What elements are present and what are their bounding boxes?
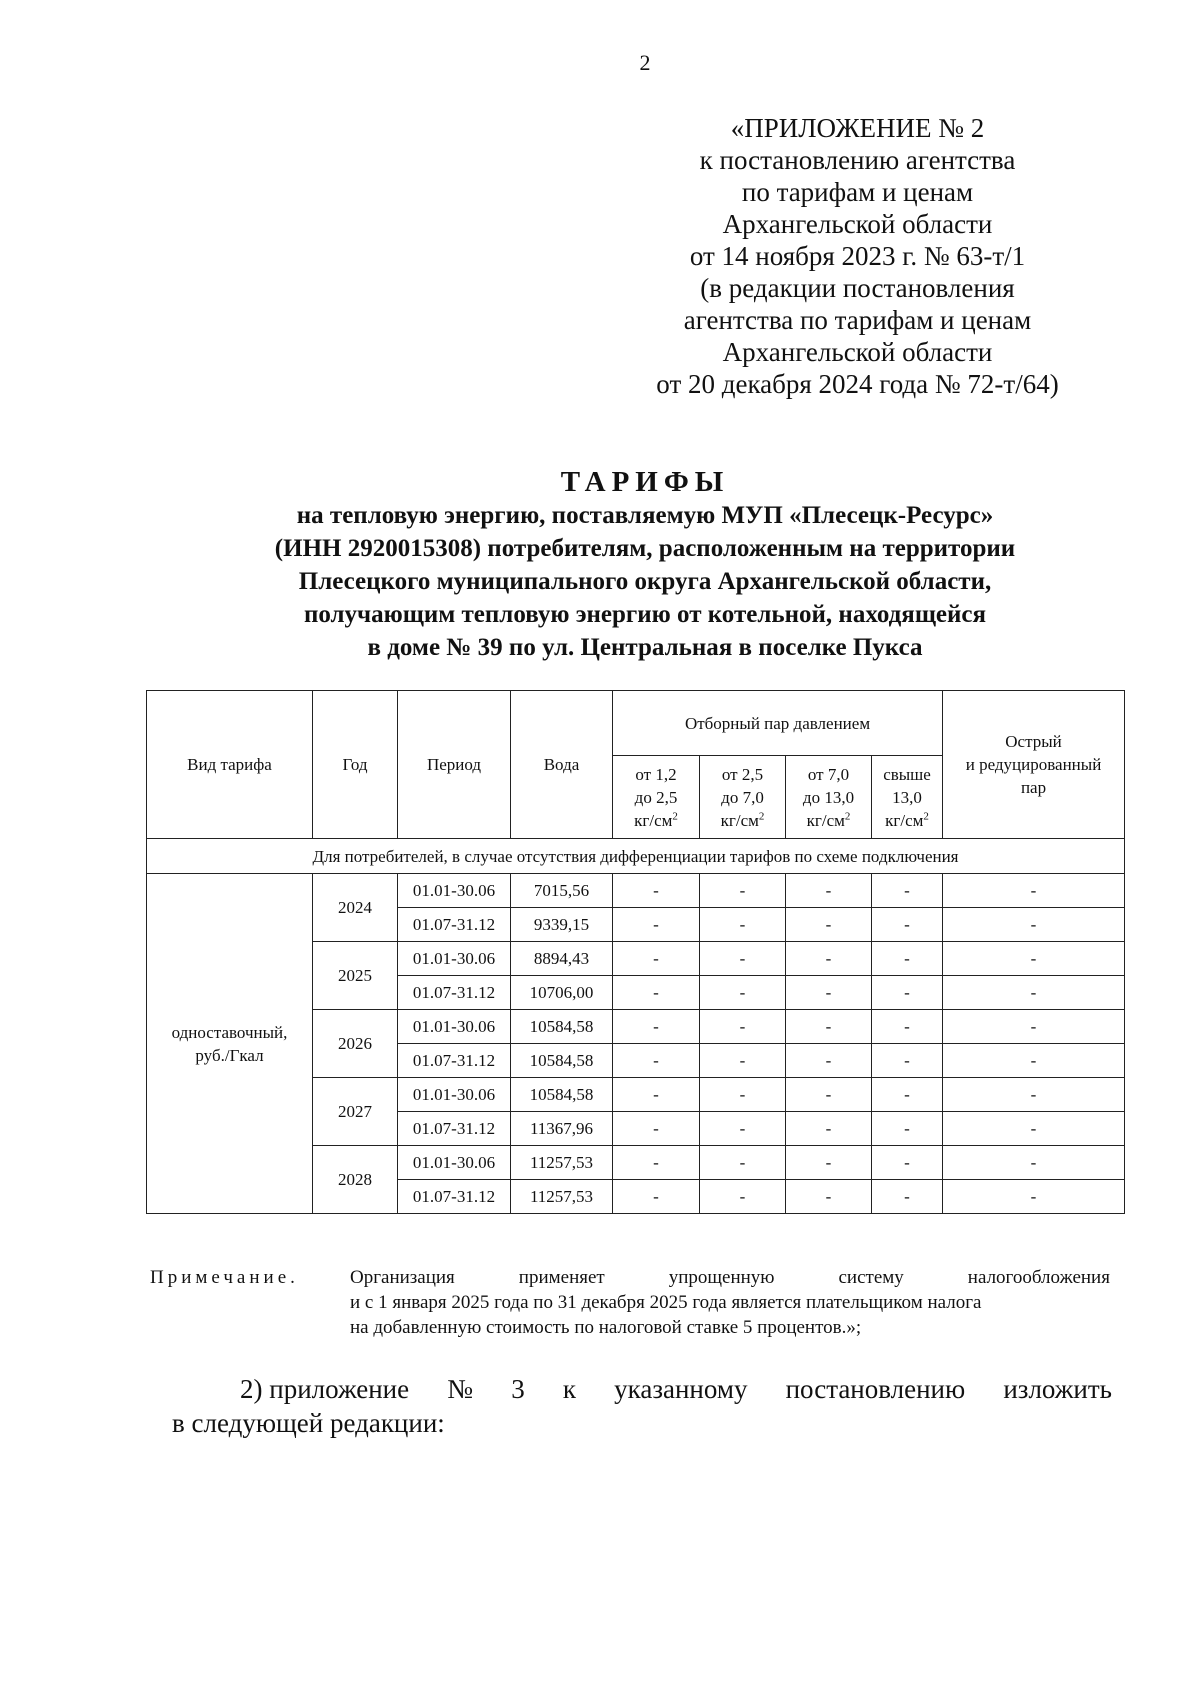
document-title (140, 465, 1150, 664)
note-label: Примечание. (150, 1267, 299, 1288)
unit-exponent: 2 (758, 809, 765, 822)
dash-cell: - (872, 976, 943, 1010)
paragraph-word: 2) приложение (240, 1374, 410, 1404)
dash-cell: - (786, 908, 872, 942)
dash-cell: - (786, 976, 872, 1010)
title-subtitle (140, 499, 1150, 664)
header-steam-line: до 2,5 (634, 787, 678, 807)
appendix-header (620, 112, 1095, 400)
title-line: получающим тепловую энергию от котельной, находящейся (303, 601, 987, 628)
appendix-line: Архангельской области (722, 337, 993, 367)
dash-cell: - (700, 1078, 786, 1112)
dash-cell: - (786, 1078, 872, 1112)
dash-cell: - (872, 1112, 943, 1146)
paragraph-word: изложить (1003, 1374, 1112, 1404)
dash-cell: - (943, 942, 1125, 976)
header-sharp-line: и редуцированный (965, 755, 1102, 774)
water-cell: 11367,96 (511, 1112, 613, 1146)
tariff-unit: руб./Гкал (195, 1045, 264, 1065)
body-paragraph (172, 1372, 1112, 1440)
note-text (350, 1265, 1110, 1340)
header-sharp-line: пар (1020, 778, 1047, 797)
header-water: Вода (511, 691, 613, 839)
period-cell: 01.01-30.06 (398, 1010, 511, 1044)
dash-cell: - (943, 1180, 1125, 1214)
header-steam-unit (786, 809, 871, 832)
dash-cell: - (943, 1146, 1125, 1180)
dash-cell: - (943, 908, 1125, 942)
dash-cell: - (700, 1180, 786, 1214)
year-cell: 2027 (313, 1078, 398, 1146)
appendix-line: Архангельской области (722, 209, 993, 239)
header-steam-unit (872, 809, 942, 832)
tariff-label: одноставочный, (171, 1022, 288, 1042)
paragraph-line: в следующей редакции: (172, 1408, 445, 1438)
dash-cell: - (943, 1044, 1125, 1078)
water-cell: 9339,15 (511, 908, 613, 942)
dash-cell: - (872, 908, 943, 942)
appendix-line: от 20 декабря 2024 года № 72-т/64) (656, 369, 1059, 399)
note-word: систему (838, 1267, 904, 1288)
water-cell: 11257,53 (511, 1180, 613, 1214)
unit-text: кг/см (806, 810, 845, 830)
unit-text: кг/см (885, 810, 924, 830)
note-line: на добавленную стоимость по налоговой ставке 5 процентов.»; (350, 1317, 862, 1338)
water-cell: 10584,58 (511, 1078, 613, 1112)
dash-cell: - (872, 942, 943, 976)
note-line: и с 1 января 2025 года по 31 декабря 2025 года является плательщиком налога (350, 1292, 982, 1313)
dash-cell: - (872, 1010, 943, 1044)
dash-cell: - (872, 1044, 943, 1078)
dash-cell: - (613, 1044, 700, 1078)
dash-cell: - (613, 976, 700, 1010)
dash-cell: - (613, 1180, 700, 1214)
dash-cell: - (613, 1078, 700, 1112)
note-word: Организация (350, 1267, 455, 1288)
header-steam-line: от 7,0 (807, 764, 850, 784)
dash-cell: - (700, 1010, 786, 1044)
dash-cell: - (700, 942, 786, 976)
paragraph-line (172, 1372, 1112, 1406)
header-steam-line: от 1,2 (635, 764, 677, 784)
water-cell: 8894,43 (511, 942, 613, 976)
period-cell: 01.07-31.12 (398, 1112, 511, 1146)
appendix-line: по тарифам и ценам (741, 177, 974, 207)
water-cell: 10706,00 (511, 976, 613, 1010)
dash-cell: - (943, 976, 1125, 1010)
title-line: в доме № 39 по ул. Центральная в поселке Пукса (367, 634, 923, 661)
paragraph-word: постановлению (785, 1374, 966, 1404)
dash-cell: - (943, 874, 1125, 908)
dash-cell: - (786, 1112, 872, 1146)
header-steam-line: от 2,5 (721, 764, 764, 784)
appendix-line: агентства по тарифам и ценам (683, 305, 1032, 335)
header-sharp-line: Острый (1005, 732, 1062, 751)
paragraph-word: указанному (614, 1374, 748, 1404)
dash-cell: - (786, 1146, 872, 1180)
year-cell: 2024 (313, 874, 398, 942)
dash-cell: - (872, 874, 943, 908)
period-cell: 01.07-31.12 (398, 976, 511, 1010)
dash-cell: - (872, 1180, 943, 1214)
dash-cell: - (943, 1112, 1125, 1146)
header-steam-col (613, 756, 700, 839)
year-cell: 2028 (313, 1146, 398, 1214)
header-steam-col (872, 756, 943, 839)
dash-cell: - (786, 1180, 872, 1214)
dash-cell: - (613, 1010, 700, 1044)
dash-cell: - (943, 1078, 1125, 1112)
water-cell: 10584,58 (511, 1044, 613, 1078)
period-cell: 01.01-30.06 (398, 1078, 511, 1112)
paragraph-word: № (447, 1374, 474, 1404)
dash-cell: - (943, 1010, 1125, 1044)
header-sharp-steam (943, 691, 1125, 839)
period-cell: 01.07-31.12 (398, 1044, 511, 1078)
header-steam-line: 13,0 (892, 787, 922, 807)
unit-exponent: 2 (923, 809, 929, 822)
unit-text: кг/см (634, 810, 673, 830)
header-steam-col (786, 756, 872, 839)
dash-cell: - (786, 942, 872, 976)
header-steam-line: свыше (883, 764, 931, 784)
year-cell: 2025 (313, 942, 398, 1010)
title-line: на тепловую энергию, поставляемую МУП «Плесецк-Ресурс» (296, 502, 994, 529)
period-cell: 01.07-31.12 (398, 1180, 511, 1214)
dash-cell: - (786, 874, 872, 908)
dash-cell: - (700, 908, 786, 942)
title-line: Плесецкого муниципального округа Архангельской области, (298, 568, 992, 595)
header-steam-line: до 13,0 (802, 787, 855, 807)
unit-exponent: 2 (844, 809, 851, 822)
header-steam-unit (700, 809, 785, 832)
note-word: упрощенную (668, 1267, 775, 1288)
header-period: Период (398, 691, 511, 839)
dash-cell: - (613, 908, 700, 942)
paragraph-word: к (562, 1374, 576, 1404)
section-note: Для потребителей, в случае отсутствия дифференциации тарифов по схеме подключения (147, 839, 1125, 874)
dash-cell: - (872, 1146, 943, 1180)
note-line (350, 1265, 1110, 1290)
tariff-type-cell (147, 874, 313, 1214)
dash-cell: - (613, 874, 700, 908)
paragraph-word: 3 (511, 1374, 525, 1404)
dash-cell: - (613, 1146, 700, 1180)
dash-cell: - (700, 1044, 786, 1078)
water-cell: 11257,53 (511, 1146, 613, 1180)
header-steam-group: Отборный пар давлением (613, 691, 943, 756)
unit-text: кг/см (720, 810, 759, 830)
water-cell: 7015,56 (511, 874, 613, 908)
dash-cell: - (613, 1112, 700, 1146)
appendix-line: (в редакции постановления (700, 273, 1015, 303)
appendix-line: к постановлению агентства (699, 145, 1016, 175)
header-year: Год (313, 691, 398, 839)
appendix-line: от 14 ноября 2023 г. № 63-т/1 (689, 241, 1026, 271)
page-number: 2 (639, 50, 651, 75)
period-cell: 01.01-30.06 (398, 1146, 511, 1180)
year-cell: 2026 (313, 1010, 398, 1078)
note-word: применяет (518, 1267, 605, 1288)
dash-cell: - (700, 976, 786, 1010)
dash-cell: - (786, 1044, 872, 1078)
dash-cell: - (872, 1078, 943, 1112)
dash-cell: - (613, 942, 700, 976)
period-cell: 01.01-30.06 (398, 874, 511, 908)
appendix-line: «ПРИЛОЖЕНИЕ № 2 (730, 113, 985, 143)
unit-exponent: 2 (672, 809, 678, 822)
header-steam-line: до 7,0 (721, 787, 764, 807)
title-line: (ИНН 2920015308) потребителям, расположенным на территории (274, 535, 1016, 562)
tariff-table (146, 690, 1125, 1214)
period-cell: 01.07-31.12 (398, 908, 511, 942)
dash-cell: - (786, 1010, 872, 1044)
table-row (147, 874, 1125, 908)
header-steam-unit (613, 809, 699, 832)
water-cell: 10584,58 (511, 1010, 613, 1044)
note-word: налогообложения (967, 1267, 1110, 1288)
period-cell: 01.01-30.06 (398, 942, 511, 976)
title-main: ТАРИФЫ (560, 466, 730, 498)
header-tariff-type: Вид тарифа (147, 691, 313, 839)
dash-cell: - (700, 874, 786, 908)
dash-cell: - (700, 1112, 786, 1146)
header-steam-col (700, 756, 786, 839)
dash-cell: - (700, 1146, 786, 1180)
